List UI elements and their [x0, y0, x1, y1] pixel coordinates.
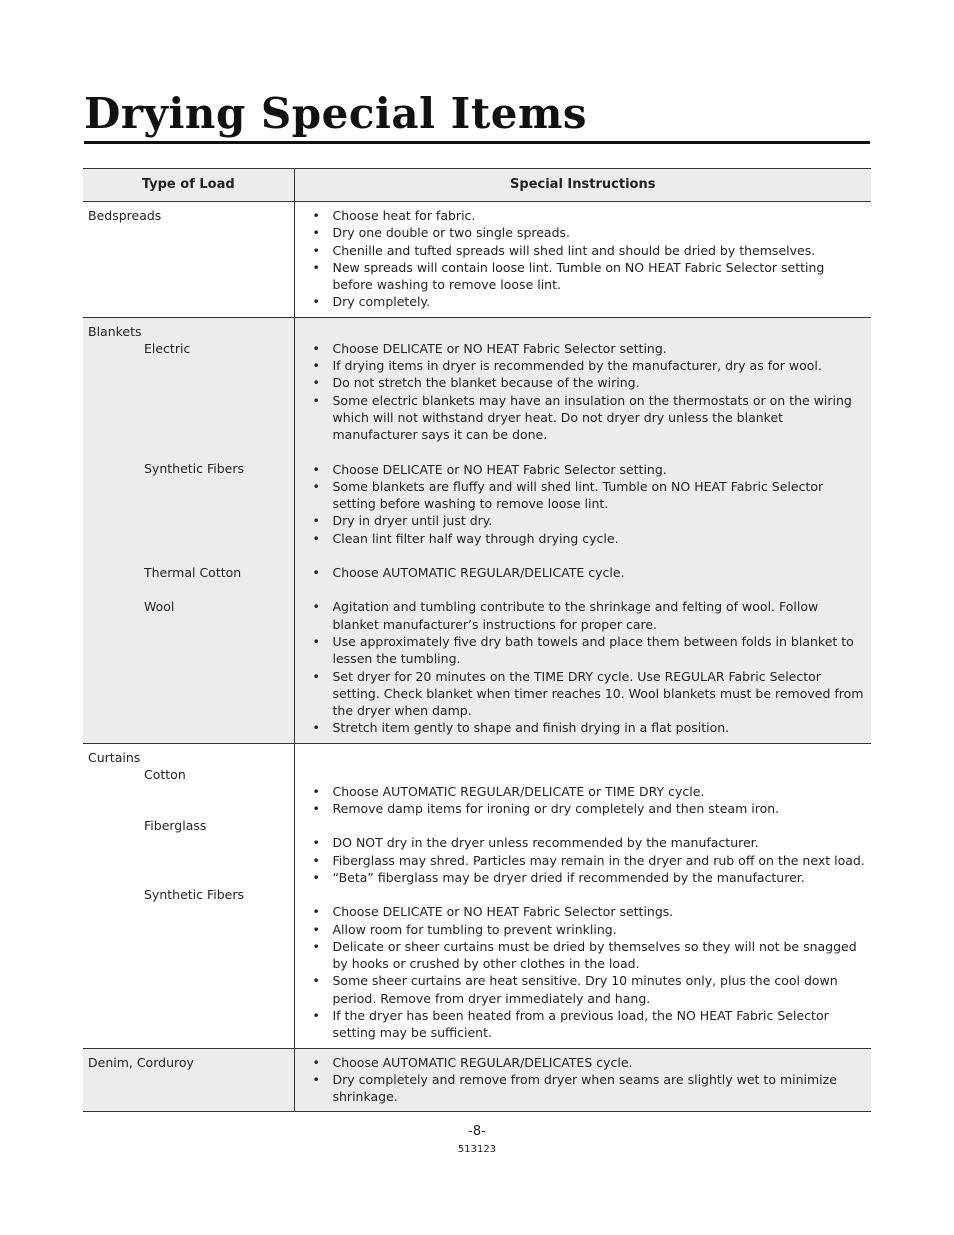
instruction-item: • Clean lint filter half way through drying cycle. [311, 530, 868, 547]
instruction-item: • Dry one double or two single spreads. [311, 224, 868, 241]
load-subtype-synthetic-fibers: Synthetic Fibers [144, 886, 245, 902]
load-type-denim-corduroy: Denim, Corduroy [88, 1054, 194, 1070]
table-row-bedspreads [83, 202, 871, 318]
instruction-list [311, 1054, 868, 1106]
instruction-list-cotton [311, 783, 868, 818]
instruction-item: • Remove damp items for ironing or dry completely and then steam iron. [311, 800, 868, 817]
instruction-list-wool [311, 598, 868, 736]
instruction-list-fiberglass [311, 834, 868, 886]
header-type-of-load: Type of Load [83, 169, 294, 202]
load-type-cell [83, 743, 294, 1048]
load-type-curtains: Curtains [88, 749, 141, 765]
instruction-item: • Dry completely and remove from dryer when seams are slightly wet to minimize shrinkage. [311, 1071, 868, 1106]
drying-instructions-table [83, 168, 871, 1112]
load-type-cell [83, 1048, 294, 1112]
instruction-item: • Chenille and tufted spreads will shed lint and should be dried by themselves. [311, 242, 868, 259]
instruction-item: • Choose DELICATE or NO HEAT Fabric Selector setting. [311, 461, 868, 478]
instruction-item: • Some blankets are fluffy and will shed lint. Tumble on NO HEAT Fabric Selector setting before washing to remove loose lint. [311, 478, 868, 513]
instruction-item: • DO NOT dry in the dryer unless recommended by the manufacturer. [311, 834, 868, 851]
instruction-item: • Agitation and tumbling contribute to the shrinkage and felting of wool. Follow blanket manufacturer’s instructions for proper care. [311, 598, 868, 633]
instruction-list-synthetic-fibers [311, 903, 868, 1041]
instruction-item: • Some sheer curtains are heat sensitive. Dry 10 minutes only, plus the cool down period. Remove from dryer immediately and hang. [311, 972, 868, 1007]
instruction-item: • Choose heat for fabric. [311, 207, 868, 224]
instruction-item: • If the dryer has been heated from a previous load, the NO HEAT Fabric Selector setting may be sufficient. [311, 1007, 868, 1042]
header-special-instructions: Special Instructions [294, 169, 871, 202]
load-type-cell [83, 317, 294, 743]
page-title: Drying Special Items [84, 89, 588, 138]
instructions-cell [294, 1048, 871, 1112]
instruction-item: • Choose AUTOMATIC REGULAR/DELICATE or TIME DRY cycle. [311, 783, 868, 800]
instructions-cell [294, 202, 871, 318]
instruction-list [311, 207, 868, 311]
instruction-item: • Delicate or sheer curtains must be dried by themselves so they will not be snagged by hooks or crushed by other clothes in the load. [311, 938, 868, 973]
instructions-cell [294, 743, 871, 1048]
instruction-item: • Choose DELICATE or NO HEAT Fabric Selector setting. [311, 340, 868, 357]
instruction-item: • Do not stretch the blanket because of the wiring. [311, 374, 868, 391]
instruction-item: • Choose AUTOMATIC REGULAR/DELICATES cycle. [311, 1054, 868, 1071]
instruction-list-synthetic-fibers [311, 461, 868, 547]
page-number: -8- [468, 1124, 486, 1139]
table-row-curtains [83, 743, 871, 1048]
load-subtype-thermal-cotton: Thermal Cotton [144, 564, 242, 580]
instruction-item: • If drying items in dryer is recommended by the manufacturer, dry as for wool. [311, 357, 868, 374]
instruction-item: • Dry completely. [311, 293, 868, 310]
instruction-item: • Set dryer for 20 minutes on the TIME DRY cycle. Use REGULAR Fabric Selector setting. Check blanket when timer reaches 10. Wool blankets must be removed from the dryer when damp. [311, 668, 868, 720]
load-subtype-fiberglass: Fiberglass [144, 818, 207, 834]
instruction-list-thermal-cotton [311, 564, 868, 581]
table-row-blankets [83, 317, 871, 743]
table-row-denim-corduroy [83, 1048, 871, 1112]
load-type-bedspreads: Bedspreads [88, 208, 162, 223]
instruction-item: • Fiberglass may shred. Particles may remain in the dryer and rub off on the next load. [311, 852, 868, 869]
instruction-item: • Allow room for tumbling to prevent wrinkling. [311, 921, 868, 938]
load-subtype-cotton: Cotton [144, 767, 186, 783]
instructions-cell [294, 317, 871, 743]
instruction-item: • Choose DELICATE or NO HEAT Fabric Selector settings. [311, 903, 868, 920]
table-header-row [83, 169, 871, 202]
load-subtype-electric: Electric [144, 341, 191, 357]
instruction-item: • Dry in dryer until just dry. [311, 512, 868, 529]
instruction-item: • Choose AUTOMATIC REGULAR/DELICATE cycle. [311, 564, 868, 581]
load-type-cell [83, 202, 294, 318]
instruction-item: • New spreads will contain loose lint. Tumble on NO HEAT Fabric Selector setting before washing to remove loose lint. [311, 259, 868, 294]
load-type-blankets: Blankets [88, 323, 142, 339]
load-subtype-synthetic-fibers: Synthetic Fibers [144, 461, 245, 477]
instruction-item: • Use approximately five dry bath towels and place them between folds in blanket to lessen the tumbling. [311, 633, 868, 668]
instruction-item: • “Beta” fiberglass may be dryer dried if recommended by the manufacturer. [311, 869, 868, 886]
document-number: 513123 [457, 1144, 497, 1155]
title-divider [84, 141, 870, 144]
instruction-item: • Stretch item gently to shape and finish drying in a flat position. [311, 719, 868, 736]
instruction-list-electric [311, 340, 868, 444]
instruction-item: • Some electric blankets may have an insulation on the thermostats or on the wiring which will not withstand dryer heat. Do not dryer dry unless the blanket manufacturer says it can be done. [311, 392, 868, 444]
load-subtype-wool: Wool [144, 598, 175, 614]
